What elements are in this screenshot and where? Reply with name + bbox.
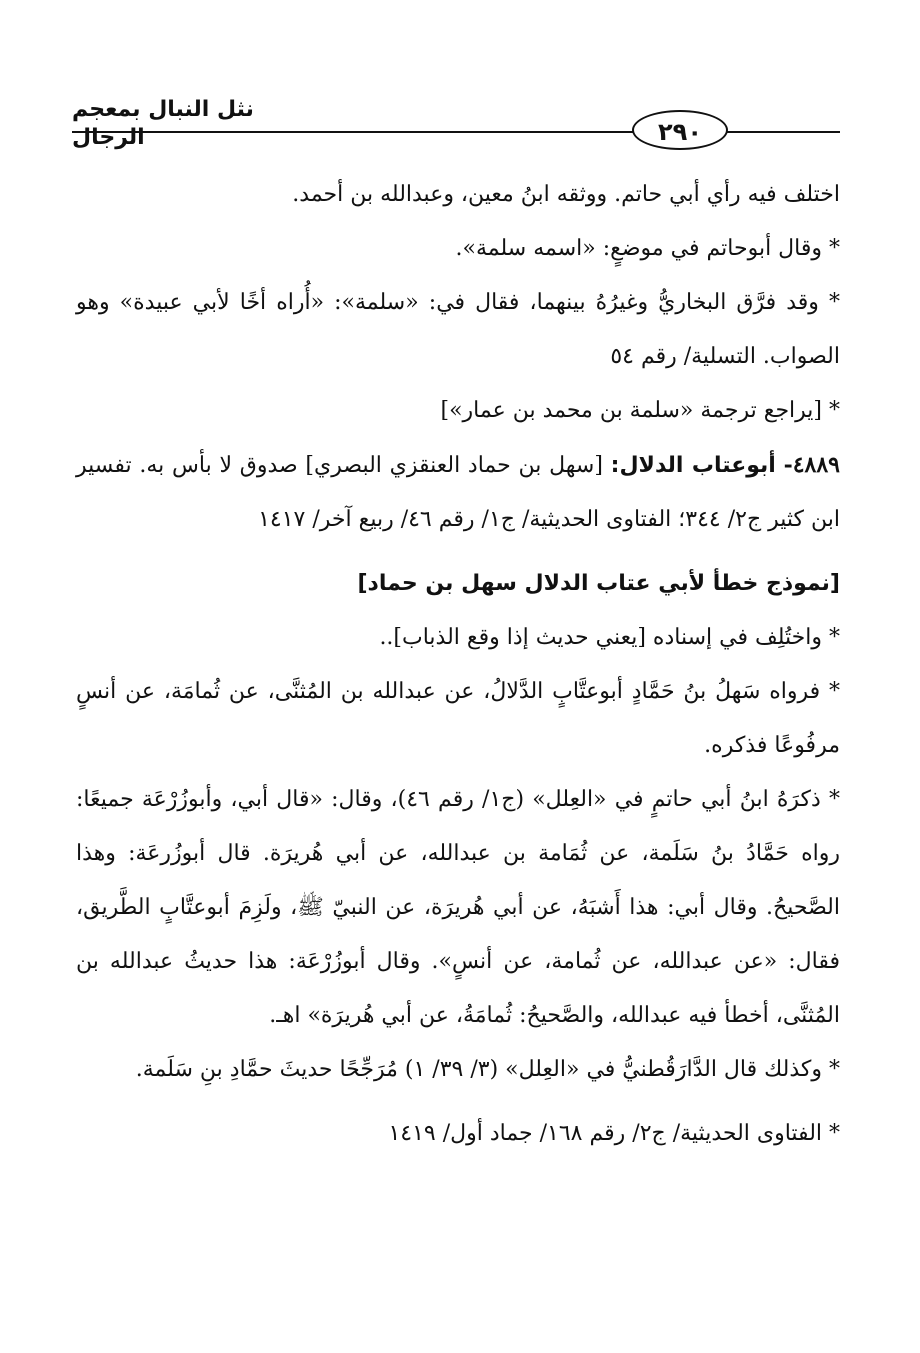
entry-text: [سهل بن حماد العنقزي البصري] صدوق لا بأس به. تفسير ابن كثير ج٢/ ٣٤٤؛ الفتاوى الحديثية/ ج١/ رقم ٤٦/ ربيع آخر/ ١٤١٧ [76,453,840,532]
entry-kunya: أبوعتاب الدلال: [610,453,776,478]
page-header [72,92,840,154]
page-number: ٢٩٠ [632,110,728,150]
paragraph: * وكذلك قال الدَّارَقُطنيُّ في «العِلل» (٣/ ٣٩/ ١) مُرَجِّحًا حديثَ حمَّادِ بنِ سَلَمة. [135,1057,840,1082]
paragraph: اختلف فيه رأي أبي حاتم. ووثقه ابنُ معين، وعبدالله بن أحمد. [292,182,840,207]
page-body [76,168,840,1161]
entry-number: ٤٨٨٩- [783,452,840,478]
section-subheading: [نموذج خطأ لأبي عتاب الدلال سهل بن حماد] [357,571,840,596]
paragraph: * [يراجع ترجمة «سلمة بن محمد بن عمار»] [440,398,840,423]
paragraph: * ذكرَهُ ابنُ أبي حاتمٍ في «العِلل» (ج١/ رقم ٤٦)، وقال: «قال أبي، وأبوزُرْعَة جميعًا: رواه حَمَّادُ بنُ سَلَمة، عن ثُمَامة بن عبدالله، عن أبي هُريرَة. قال أبوزُرعَة: وهذا الصَّحيحُ. وقال أبي: هذا أَشبَهُ، عن أبي هُريرَة، عن النبيّ ﷺ، ولَزِمَ أبوعتَّابٍ الطَّريق، فقال: «عن عبدالله، عن ثُمامة، عن أنسٍ». وقال أبوزُرْعَة: هذا حديثُ عبدالله بن المُثنَّى، أخطأ فيه عبدالله، والصَّحيحُ: ثُمامَةُ، عن أبي هُريرَة» اهـ. [76,787,840,1028]
paragraph: * فرواه سَهلُ بنُ حَمَّادٍ أبوعتَّابٍ الدَّلالُ، عن عبدالله بن المُثنَّى، عن ثُمامَة، عن أنسٍ مرفُوعًا فذكره. [76,679,840,758]
paragraph: * وقال أبوحاتم في موضعٍ: «اسمه سلمة». [455,236,840,261]
paragraph: * الفتاوى الحديثية/ ج٢/ رقم ١٦٨/ جماد أول/ ١٤١٩ [388,1121,840,1146]
paragraph: * وقد فرَّق البخاريُّ وغيرُهُ بينهما، فقال في: «سلمة»: «أُراه أخًا لأبي عبيدة» وهو الصواب. التسلية/ رقم ٥٤ [76,290,840,369]
entry-4889 [76,438,840,547]
running-title: نثل النبال بمعجم الرجال [72,97,254,150]
paragraph: * واختُلِف في إسناده [يعني حديث إذا وقع الذباب].. [379,625,840,650]
